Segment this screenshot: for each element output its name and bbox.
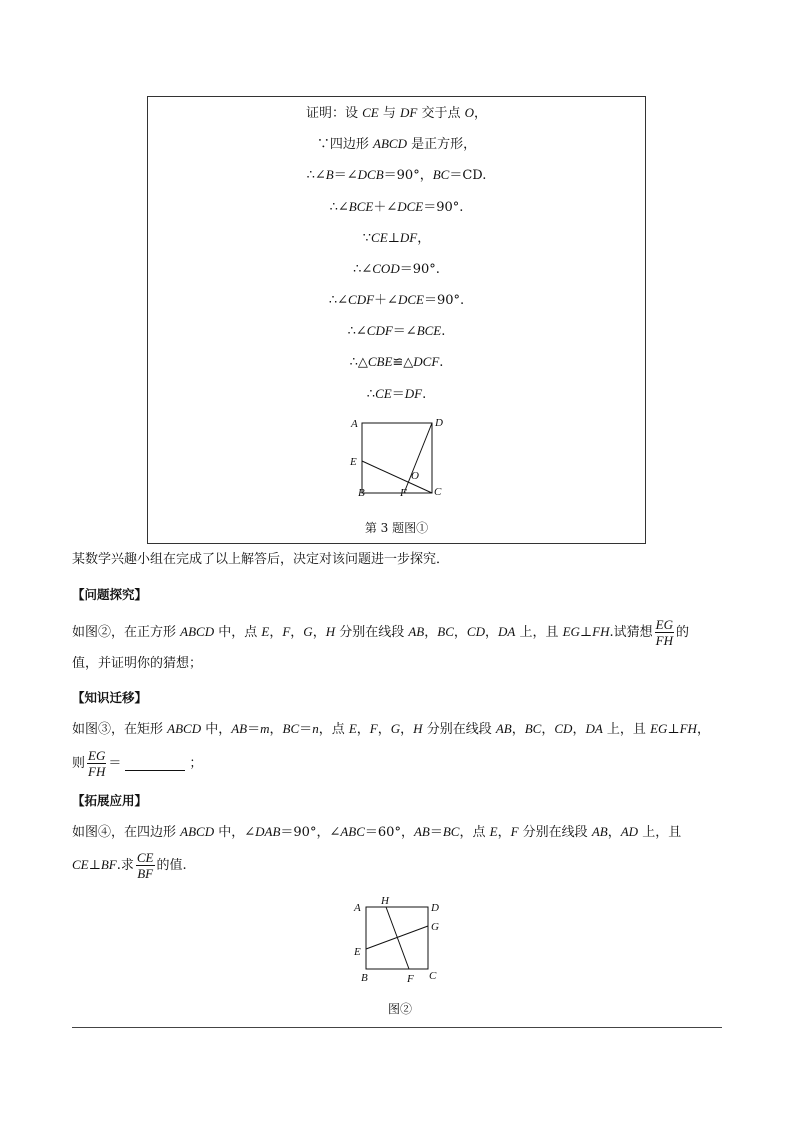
fraction-numerator: EG	[88, 748, 106, 763]
var: CD	[554, 721, 573, 736]
text: ，	[497, 825, 511, 840]
text: ，	[424, 625, 438, 640]
text: ＝60°，	[364, 825, 414, 840]
text: ＝90°，∠	[280, 825, 341, 840]
var: AB	[413, 824, 430, 839]
text: 证明：设	[305, 106, 363, 121]
text: .	[439, 355, 444, 370]
var: F	[369, 721, 378, 736]
var: CE	[371, 230, 388, 245]
fraction-eg-fh	[655, 617, 674, 648]
var: E	[261, 624, 270, 639]
label-d: D	[431, 902, 439, 914]
section2-line1	[72, 720, 722, 739]
text: 上，且	[602, 722, 651, 737]
text: ∵	[362, 231, 372, 246]
var: DF	[400, 105, 418, 120]
var: DF	[404, 386, 423, 401]
text: ∴∠	[306, 168, 326, 183]
figure-2-caption: 图②	[387, 1002, 412, 1016]
var: DA	[497, 624, 516, 639]
text: ＋∠	[374, 293, 398, 308]
text: 与	[378, 106, 400, 121]
var: DF	[399, 230, 418, 245]
text: ，	[356, 722, 370, 737]
label-d: D	[435, 417, 443, 429]
var: BC	[442, 824, 460, 839]
var: ABC	[340, 824, 365, 839]
text: ＝90°.	[423, 200, 464, 215]
fraction-numerator: CE	[136, 850, 154, 865]
text: 中，∠	[214, 825, 256, 840]
var: BC	[437, 624, 454, 639]
proof-line-7	[148, 292, 645, 309]
segment-hf	[386, 907, 409, 969]
text: ；	[189, 756, 203, 771]
text: ，	[541, 722, 555, 737]
fraction-ce-bf	[136, 850, 155, 881]
var: F	[282, 624, 291, 639]
text: ，	[269, 722, 283, 737]
segment-df	[404, 423, 432, 493]
fraction-denominator: FH	[88, 764, 106, 779]
label-f: F	[400, 487, 407, 497]
var: ABCD	[167, 721, 202, 736]
text: .	[422, 387, 427, 402]
text: .求	[116, 858, 134, 873]
text: ＝	[299, 722, 313, 737]
var: E	[489, 824, 498, 839]
text: ＝90°.	[399, 262, 440, 277]
label-b: B	[358, 487, 365, 497]
proof-line-6	[148, 261, 645, 278]
text: ，	[377, 722, 391, 737]
text: 如图②，在正方形	[72, 625, 181, 640]
proof-line-5	[148, 230, 645, 247]
label-f: F	[407, 973, 414, 985]
var: BC	[432, 167, 450, 182]
var: BCE	[348, 199, 374, 214]
var: DA	[585, 721, 603, 736]
label-c: C	[434, 486, 442, 497]
var: m	[260, 721, 270, 736]
text: ，	[453, 625, 467, 640]
text: .试猜想	[609, 625, 653, 640]
text: ∴	[366, 387, 376, 402]
text: ∴∠	[329, 200, 349, 215]
figure-1-diagram	[348, 413, 448, 497]
proof-line-10	[148, 386, 645, 403]
proof-line-4	[148, 199, 645, 216]
var: AB	[495, 721, 512, 736]
var: ABCD	[180, 624, 215, 639]
text: 是正方形，	[406, 137, 477, 152]
var: F	[510, 824, 519, 839]
proof-line-2	[148, 136, 645, 153]
text: ，	[572, 722, 586, 737]
text: 则	[72, 756, 86, 771]
text: 的	[675, 625, 689, 640]
var: EG⊥FH	[650, 721, 697, 736]
text: ，	[696, 722, 710, 737]
var: AB	[591, 824, 608, 839]
text: ，	[400, 722, 414, 737]
text: ，	[269, 625, 283, 640]
text: 的值.	[156, 858, 187, 873]
var: DCE	[397, 292, 424, 307]
text: ⊥	[387, 231, 400, 246]
fraction-numerator: EG	[655, 617, 673, 632]
square-abcd	[362, 423, 432, 493]
answer-blank[interactable]	[125, 757, 185, 771]
text: ，点	[459, 825, 490, 840]
text: 交于点	[417, 106, 465, 121]
var: DCB	[357, 167, 384, 182]
var: BC	[282, 721, 300, 736]
text: ，	[607, 825, 621, 840]
label-b: B	[361, 972, 368, 984]
label-e: E	[354, 946, 361, 958]
var: AB	[231, 721, 248, 736]
text: ，	[474, 106, 488, 121]
section2-line2	[72, 748, 722, 779]
text: ＝∠	[333, 168, 358, 183]
proof-line-3	[148, 167, 645, 184]
text: ＝90°，	[383, 168, 433, 183]
text: ∴∠	[328, 293, 349, 308]
text: ≌△	[392, 355, 414, 370]
var: DAB	[255, 824, 281, 839]
text: ＝	[108, 756, 122, 771]
text: ＝CD.	[449, 168, 487, 183]
label-c: C	[429, 970, 437, 982]
segment-ce	[362, 461, 432, 493]
text: ∵四边形	[316, 137, 374, 152]
label-g: G	[431, 921, 439, 933]
var: B	[325, 167, 334, 182]
label-a: A	[351, 418, 358, 430]
var: CE	[362, 105, 379, 120]
section-heading-extension: 【拓展应用】	[72, 793, 148, 808]
var: CE	[375, 386, 392, 401]
label-h: H	[381, 895, 389, 907]
var: CBE	[367, 354, 393, 369]
text: ＝	[247, 722, 261, 737]
var: E	[348, 721, 357, 736]
section1-line2: 值，并证明你的猜想；	[72, 656, 203, 671]
var: CD	[466, 624, 485, 639]
text: ，	[312, 625, 326, 640]
var: BC	[524, 721, 542, 736]
text: .	[441, 324, 446, 339]
var: ABCD	[180, 824, 215, 839]
proof-line-1	[148, 105, 645, 122]
text: ＝	[391, 387, 405, 402]
text: ，	[511, 722, 525, 737]
text: ＝∠	[392, 324, 417, 339]
var: H	[325, 624, 336, 639]
var: CDF	[366, 323, 393, 338]
var: EG⊥FH	[562, 624, 610, 639]
text: ∴∠	[353, 262, 373, 277]
section-heading-explore: 【问题探究】	[72, 587, 148, 602]
intro-text: 某数学兴趣小组在完成了以上解答后，决定对该问题进一步探究．	[72, 552, 450, 567]
var: n	[312, 721, 319, 736]
text: 分别在线段	[335, 625, 409, 640]
text: ＋∠	[373, 200, 398, 215]
section3-line2	[72, 850, 722, 881]
text: 上，且	[638, 825, 682, 840]
proof-line-8	[148, 323, 645, 340]
fraction-denominator: FH	[655, 633, 673, 648]
var: H	[413, 721, 423, 736]
var: AD	[620, 824, 639, 839]
var: G	[303, 624, 313, 639]
section3-line1	[72, 823, 722, 842]
text: ∴∠	[347, 324, 367, 339]
text: ＝	[429, 825, 443, 840]
label-a: A	[354, 902, 361, 914]
var: COD	[372, 261, 400, 276]
var: BCE	[416, 323, 442, 338]
text: 分别在线段	[422, 722, 496, 737]
fraction-eg-fh	[87, 748, 106, 779]
text: ，	[290, 625, 304, 640]
text: ＝90°.	[423, 293, 465, 308]
proof-box	[147, 96, 646, 544]
text: ∴△	[349, 355, 368, 370]
text: 如图④，在四边形	[72, 825, 181, 840]
text: ，	[417, 231, 431, 246]
text: 如图③，在矩形	[72, 722, 168, 737]
text: ，点	[318, 722, 349, 737]
label-e: E	[350, 456, 357, 468]
text: 上，且	[515, 625, 563, 640]
var: CE⊥BF	[72, 857, 117, 872]
section-heading-transfer: 【知识迁移】	[72, 690, 148, 705]
text: ，	[484, 625, 498, 640]
figure-2-diagram	[350, 893, 450, 985]
text: 中，点	[214, 625, 262, 640]
text: 分别在线段	[518, 825, 592, 840]
var: AB	[408, 624, 425, 639]
var: DCF	[413, 354, 440, 369]
var: ABCD	[373, 136, 407, 151]
bottom-divider	[72, 1027, 722, 1028]
var: CDF	[348, 292, 375, 307]
proof-line-9	[148, 354, 645, 371]
figure-1-caption: 第 3 题图①	[364, 521, 429, 535]
text: 中，	[201, 722, 232, 737]
label-o: O	[411, 470, 419, 482]
fraction-denominator: BF	[137, 866, 154, 881]
var: G	[390, 721, 401, 736]
section1-line1	[72, 617, 722, 648]
var: O	[464, 105, 474, 120]
var: DCE	[397, 199, 424, 214]
